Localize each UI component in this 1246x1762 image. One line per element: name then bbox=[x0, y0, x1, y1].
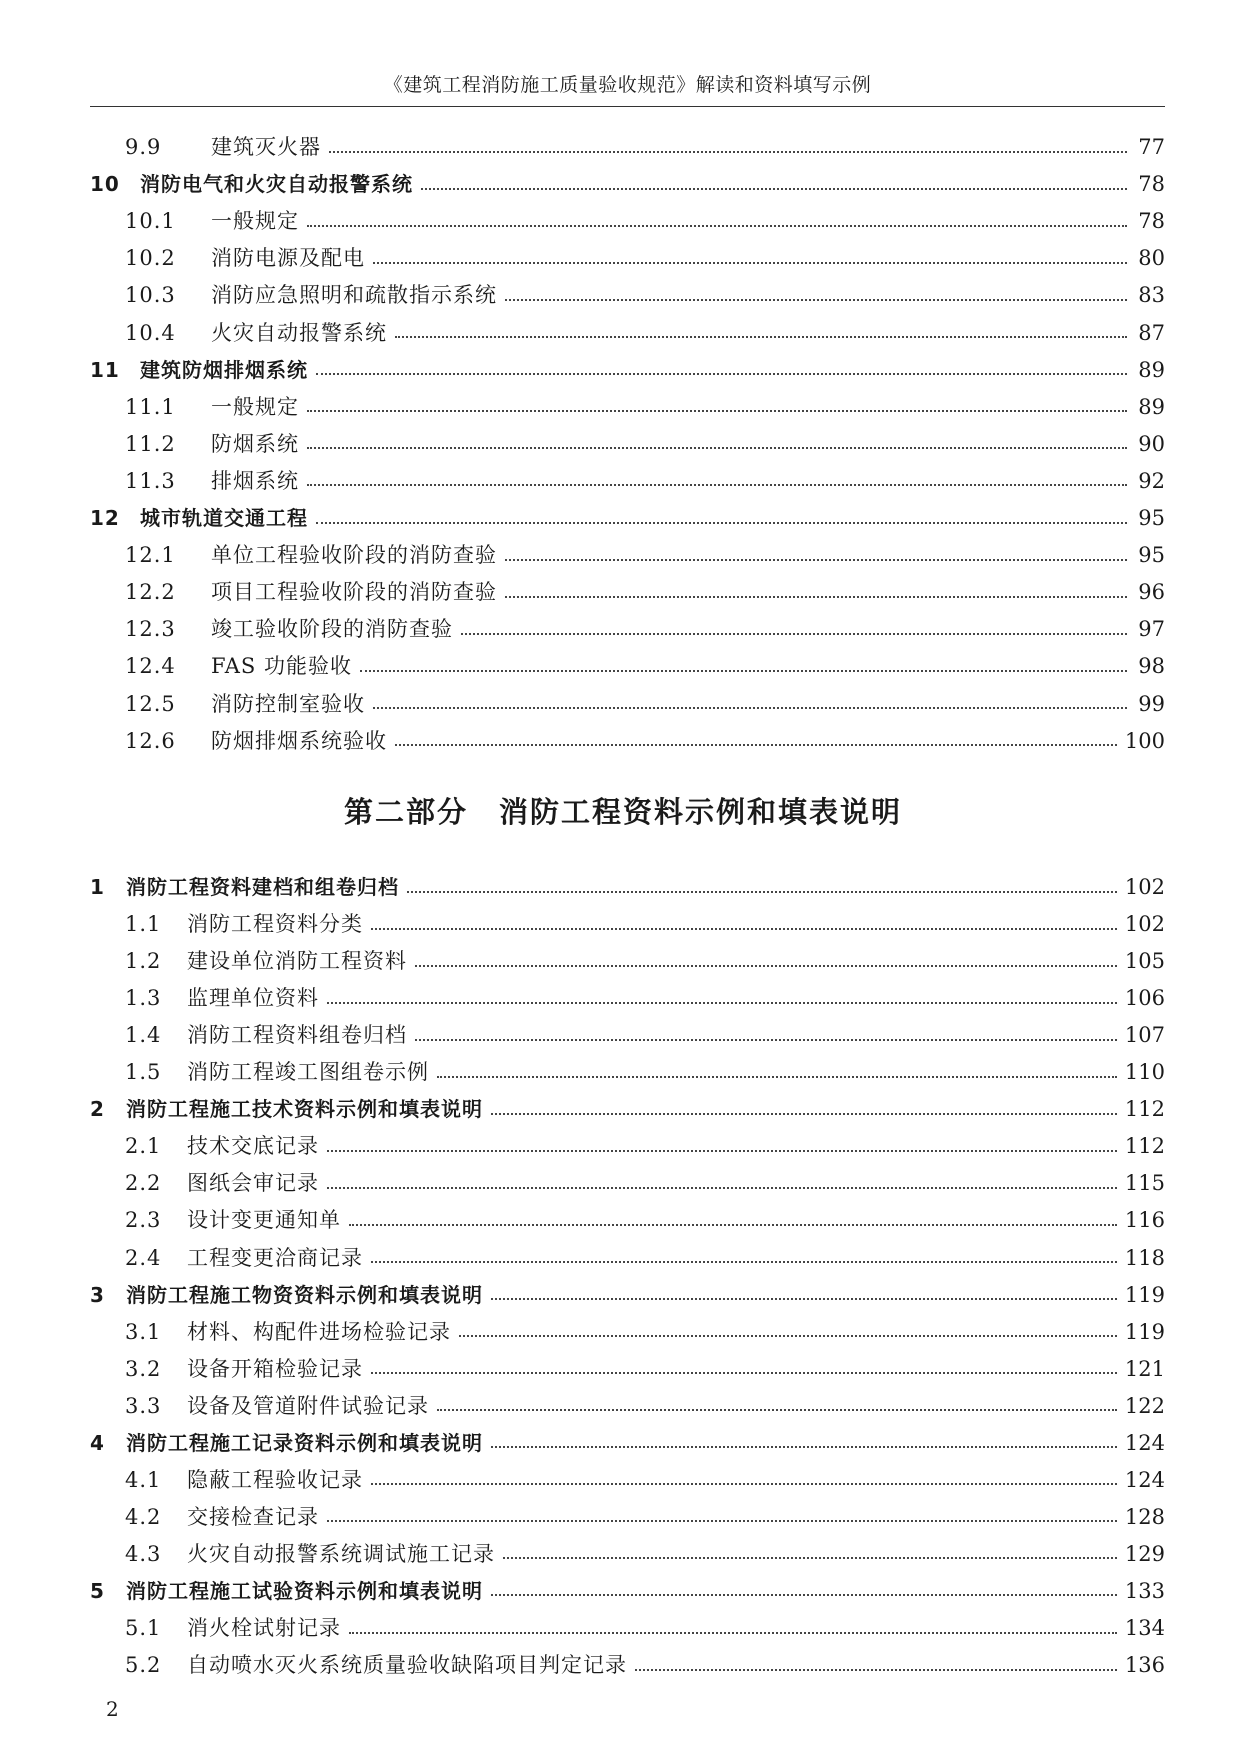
toc-number: 3 bbox=[90, 1282, 105, 1307]
toc-section-entry bbox=[125, 1536, 1165, 1573]
dot-leader bbox=[307, 484, 1127, 486]
toc-chapter-entry bbox=[90, 1091, 1165, 1128]
dot-leader bbox=[327, 1520, 1117, 1522]
toc-page-number: 124 bbox=[1124, 1430, 1165, 1455]
toc-section-entry bbox=[125, 203, 1165, 240]
toc-chapter-entry bbox=[90, 869, 1165, 906]
dot-leader bbox=[491, 1446, 1117, 1448]
toc-title: 竣工验收阶段的消防查验 bbox=[211, 617, 453, 642]
toc-title: 建筑灭火器 bbox=[211, 135, 321, 159]
toc-section-entry bbox=[125, 1388, 1165, 1425]
toc-number: 12.6 bbox=[125, 728, 176, 753]
toc-title: 消防工程施工物资资料示例和填表说明 bbox=[126, 1282, 483, 1307]
toc-title: 消防工程资料分类 bbox=[187, 912, 363, 937]
toc-title: 消防工程施工技术资料示例和填表说明 bbox=[126, 1097, 483, 1122]
toc-title: 消防电源及配电 bbox=[211, 246, 365, 271]
toc-number: 4.2 bbox=[125, 1504, 162, 1529]
toc-page-number: 121 bbox=[1124, 1356, 1165, 1381]
toc-section-entry bbox=[125, 980, 1165, 1017]
toc-section-entry bbox=[125, 686, 1165, 723]
toc-page-number: 128 bbox=[1124, 1504, 1165, 1529]
toc-number: 5 bbox=[90, 1578, 105, 1603]
toc-title: 监理单位资料 bbox=[187, 986, 319, 1011]
toc-page-number: 77 bbox=[1138, 135, 1165, 159]
toc-number: 11.3 bbox=[125, 468, 176, 493]
toc-title: 防烟系统 bbox=[211, 431, 299, 456]
toc-title: 单位工程验收阶段的消防查验 bbox=[211, 543, 497, 568]
toc-section-entry bbox=[125, 1017, 1165, 1054]
toc-title: 隐蔽工程验收记录 bbox=[187, 1467, 363, 1492]
dot-leader bbox=[407, 891, 1117, 893]
dot-leader bbox=[395, 336, 1127, 338]
dot-leader bbox=[505, 559, 1127, 561]
toc-number: 4.1 bbox=[125, 1467, 162, 1492]
toc-title: 设备开箱检验记录 bbox=[187, 1356, 363, 1381]
toc-title: FAS 功能验收 bbox=[211, 654, 352, 679]
dot-leader bbox=[371, 1372, 1117, 1374]
toc-page-number: 118 bbox=[1124, 1245, 1165, 1270]
toc-section-entry bbox=[125, 1647, 1165, 1684]
dot-leader bbox=[461, 633, 1127, 635]
toc-page-number: 97 bbox=[1138, 617, 1165, 642]
dot-leader bbox=[307, 225, 1127, 227]
toc-page-number: 124 bbox=[1124, 1467, 1165, 1492]
toc-number: 10.3 bbox=[125, 283, 176, 308]
toc-section-entry bbox=[125, 611, 1165, 648]
toc-number: 11 bbox=[90, 357, 120, 382]
toc-number: 1.2 bbox=[125, 949, 162, 974]
toc-title: 建设单位消防工程资料 bbox=[187, 949, 407, 974]
toc-section-entry bbox=[125, 943, 1165, 980]
toc-chapter-entry bbox=[90, 1277, 1165, 1314]
toc-number: 10 bbox=[90, 172, 120, 197]
dot-leader bbox=[329, 151, 1127, 153]
toc-title: 防烟排烟系统验收 bbox=[211, 728, 387, 753]
dot-leader bbox=[316, 373, 1127, 375]
toc-chapter-entry bbox=[90, 1573, 1165, 1610]
toc-page-number: 107 bbox=[1124, 1023, 1165, 1048]
toc-section-entry bbox=[125, 1202, 1165, 1239]
dot-leader bbox=[371, 1261, 1117, 1263]
toc-title: 火灾自动报警系统 bbox=[211, 320, 387, 345]
toc-chapter-entry bbox=[90, 500, 1165, 537]
toc-title: 项目工程验收阶段的消防查验 bbox=[211, 580, 497, 605]
toc-number: 12.2 bbox=[125, 580, 176, 605]
toc-number: 1.4 bbox=[125, 1023, 162, 1048]
toc-title: 消防工程施工试验资料示例和填表说明 bbox=[126, 1578, 483, 1603]
dot-leader bbox=[327, 1002, 1117, 1004]
running-header: 《建筑工程消防施工质量验收规范》解读和资料填写示例 bbox=[383, 74, 872, 96]
toc-number: 4.3 bbox=[125, 1541, 162, 1566]
toc-title: 火灾自动报警系统调试施工记录 bbox=[187, 1541, 495, 1566]
toc-title: 技术交底记录 bbox=[187, 1134, 319, 1159]
toc-section-entry bbox=[125, 648, 1165, 685]
toc-page-number: 105 bbox=[1124, 949, 1165, 974]
toc-section-entry bbox=[125, 129, 1165, 166]
toc-section-entry bbox=[125, 277, 1165, 314]
toc-page-number: 100 bbox=[1124, 728, 1165, 753]
toc-title: 设计变更通知单 bbox=[187, 1208, 341, 1233]
toc-page-number: 119 bbox=[1124, 1319, 1165, 1344]
toc-section-entry bbox=[125, 1165, 1165, 1202]
toc-title: 排烟系统 bbox=[211, 468, 299, 493]
toc-chapter-entry bbox=[90, 352, 1165, 389]
dot-leader bbox=[371, 928, 1117, 930]
toc-section-entry bbox=[125, 574, 1165, 611]
toc-chapter-entry bbox=[90, 1425, 1165, 1462]
toc-page-number: 110 bbox=[1124, 1060, 1165, 1085]
dot-leader bbox=[360, 670, 1127, 672]
toc-number: 5.2 bbox=[125, 1653, 162, 1678]
toc-title: 消防工程资料组卷归档 bbox=[187, 1023, 407, 1048]
dot-leader bbox=[421, 188, 1127, 190]
toc-number: 2.2 bbox=[125, 1171, 162, 1196]
toc-title: 图纸会审记录 bbox=[187, 1171, 319, 1196]
toc-title: 一般规定 bbox=[211, 394, 299, 419]
toc-section-entry bbox=[125, 537, 1165, 574]
toc-title: 消火栓试射记录 bbox=[187, 1616, 341, 1640]
dot-leader bbox=[373, 707, 1127, 709]
dot-leader bbox=[491, 1594, 1117, 1596]
toc-title: 工程变更洽商记录 bbox=[187, 1245, 363, 1270]
toc-title: 消防应急照明和疏散指示系统 bbox=[211, 283, 497, 308]
dot-leader bbox=[491, 1113, 1117, 1115]
dot-leader bbox=[327, 1187, 1117, 1189]
toc-title: 设备及管道附件试验记录 bbox=[187, 1393, 429, 1418]
toc-title: 消防电气和火灾自动报警系统 bbox=[140, 172, 413, 197]
toc-number: 1.1 bbox=[125, 912, 162, 937]
toc-section-entry bbox=[125, 1462, 1165, 1499]
dot-leader bbox=[415, 965, 1117, 967]
toc-section-entry bbox=[125, 1314, 1165, 1351]
toc-section-entry bbox=[125, 389, 1165, 426]
toc-number: 12.3 bbox=[125, 617, 176, 642]
header-rule bbox=[90, 106, 1165, 107]
toc-page-number: 122 bbox=[1124, 1393, 1165, 1418]
toc-page-number: 78 bbox=[1138, 172, 1165, 197]
toc-section-entry bbox=[125, 906, 1165, 943]
part-title: 第二部分 消防工程资料示例和填表说明 bbox=[343, 795, 902, 829]
toc-number: 2.4 bbox=[125, 1245, 162, 1270]
toc-number: 10.1 bbox=[125, 209, 176, 234]
toc-page-number: 134 bbox=[1124, 1616, 1165, 1640]
toc-chapter-entry bbox=[90, 166, 1165, 203]
toc-number: 1.5 bbox=[125, 1060, 162, 1085]
dot-leader bbox=[395, 744, 1117, 746]
toc-number: 12 bbox=[90, 506, 120, 530]
dot-leader bbox=[635, 1669, 1117, 1671]
toc-title: 自动喷水灭火系统质量验收缺陷项目判定记录 bbox=[187, 1653, 627, 1678]
toc-page-number: 129 bbox=[1124, 1541, 1165, 1566]
toc-section-entry bbox=[125, 1499, 1165, 1536]
toc-number: 11.2 bbox=[125, 431, 176, 456]
toc-number: 1 bbox=[90, 875, 105, 899]
dot-leader bbox=[307, 410, 1127, 412]
toc-page-number: 136 bbox=[1124, 1653, 1165, 1678]
toc-number: 3.2 bbox=[125, 1356, 162, 1381]
toc-page-number: 78 bbox=[1138, 209, 1165, 234]
toc-section-entry bbox=[125, 426, 1165, 463]
dot-leader bbox=[349, 1224, 1117, 1226]
toc-page-number: 102 bbox=[1124, 912, 1165, 937]
toc-number: 10.4 bbox=[125, 320, 176, 345]
dot-leader bbox=[316, 522, 1127, 524]
toc-title: 消防工程竣工图组卷示例 bbox=[187, 1060, 429, 1085]
toc-page-number: 133 bbox=[1124, 1578, 1165, 1603]
page-number: 2 bbox=[106, 1697, 119, 1721]
toc-number: 9.9 bbox=[125, 135, 162, 159]
toc-title: 一般规定 bbox=[211, 209, 299, 234]
dot-leader bbox=[437, 1409, 1117, 1411]
toc-number: 12.4 bbox=[125, 654, 176, 679]
toc-title: 交接检查记录 bbox=[187, 1504, 319, 1529]
toc-page-number: 102 bbox=[1124, 875, 1165, 899]
toc-number: 2.3 bbox=[125, 1208, 162, 1233]
toc-number: 3.1 bbox=[125, 1319, 162, 1344]
toc-page-number: 87 bbox=[1138, 320, 1165, 345]
toc-section-entry bbox=[125, 1054, 1165, 1091]
dot-leader bbox=[505, 299, 1127, 301]
toc-section-entry bbox=[125, 315, 1165, 352]
toc-title: 消防控制室验收 bbox=[211, 691, 365, 716]
toc-title: 城市轨道交通工程 bbox=[140, 506, 308, 530]
toc-page-number: 112 bbox=[1124, 1097, 1165, 1122]
dot-leader bbox=[349, 1632, 1117, 1634]
dot-leader bbox=[503, 1557, 1117, 1559]
toc-number: 2.1 bbox=[125, 1134, 162, 1159]
dot-leader bbox=[491, 1298, 1117, 1300]
dot-leader bbox=[459, 1335, 1117, 1337]
toc-number: 11.1 bbox=[125, 394, 176, 419]
dot-leader bbox=[307, 447, 1127, 449]
toc-number: 10.2 bbox=[125, 246, 176, 271]
toc-section-entry bbox=[125, 463, 1165, 500]
toc-number: 2 bbox=[90, 1097, 105, 1122]
toc-section-entry bbox=[125, 723, 1165, 760]
toc-page-number: 95 bbox=[1138, 543, 1165, 568]
toc-page-number: 89 bbox=[1138, 394, 1165, 419]
toc-page-number: 115 bbox=[1124, 1171, 1165, 1196]
toc-number: 1.3 bbox=[125, 986, 162, 1011]
toc-page-number: 80 bbox=[1138, 246, 1165, 271]
toc-title: 材料、构配件进场检验记录 bbox=[187, 1319, 451, 1344]
toc-section-entry bbox=[125, 240, 1165, 277]
toc-title: 建筑防烟排烟系统 bbox=[140, 357, 308, 382]
toc-section-entry bbox=[125, 1351, 1165, 1388]
toc-section-entry bbox=[125, 1128, 1165, 1165]
toc-page-number: 99 bbox=[1138, 691, 1165, 716]
toc-page-number: 98 bbox=[1138, 654, 1165, 679]
toc-page-number: 96 bbox=[1138, 580, 1165, 605]
toc-number: 12.5 bbox=[125, 691, 176, 716]
toc-page-number: 119 bbox=[1124, 1282, 1165, 1307]
toc-page-number: 106 bbox=[1124, 986, 1165, 1011]
toc-page-number: 95 bbox=[1138, 506, 1165, 530]
toc-page-number: 116 bbox=[1124, 1208, 1165, 1233]
toc-number: 4 bbox=[90, 1430, 105, 1455]
toc-page-number: 92 bbox=[1138, 468, 1165, 493]
dot-leader bbox=[437, 1076, 1117, 1078]
toc-title: 消防工程施工记录资料示例和填表说明 bbox=[126, 1430, 483, 1455]
toc-section-entry bbox=[125, 1610, 1165, 1647]
toc-number: 3.3 bbox=[125, 1393, 162, 1418]
toc-number: 5.1 bbox=[125, 1616, 162, 1640]
toc-section-entry bbox=[125, 1240, 1165, 1277]
dot-leader bbox=[373, 262, 1127, 264]
toc-title: 消防工程资料建档和组卷归档 bbox=[126, 875, 399, 899]
toc-page-number: 112 bbox=[1124, 1134, 1165, 1159]
toc-page-number: 90 bbox=[1138, 431, 1165, 456]
dot-leader bbox=[415, 1039, 1117, 1041]
dot-leader bbox=[505, 596, 1127, 598]
dot-leader bbox=[371, 1483, 1117, 1485]
toc-page-number: 83 bbox=[1138, 283, 1165, 308]
toc-page-number: 89 bbox=[1138, 357, 1165, 382]
toc-number: 12.1 bbox=[125, 543, 176, 568]
dot-leader bbox=[327, 1150, 1117, 1152]
